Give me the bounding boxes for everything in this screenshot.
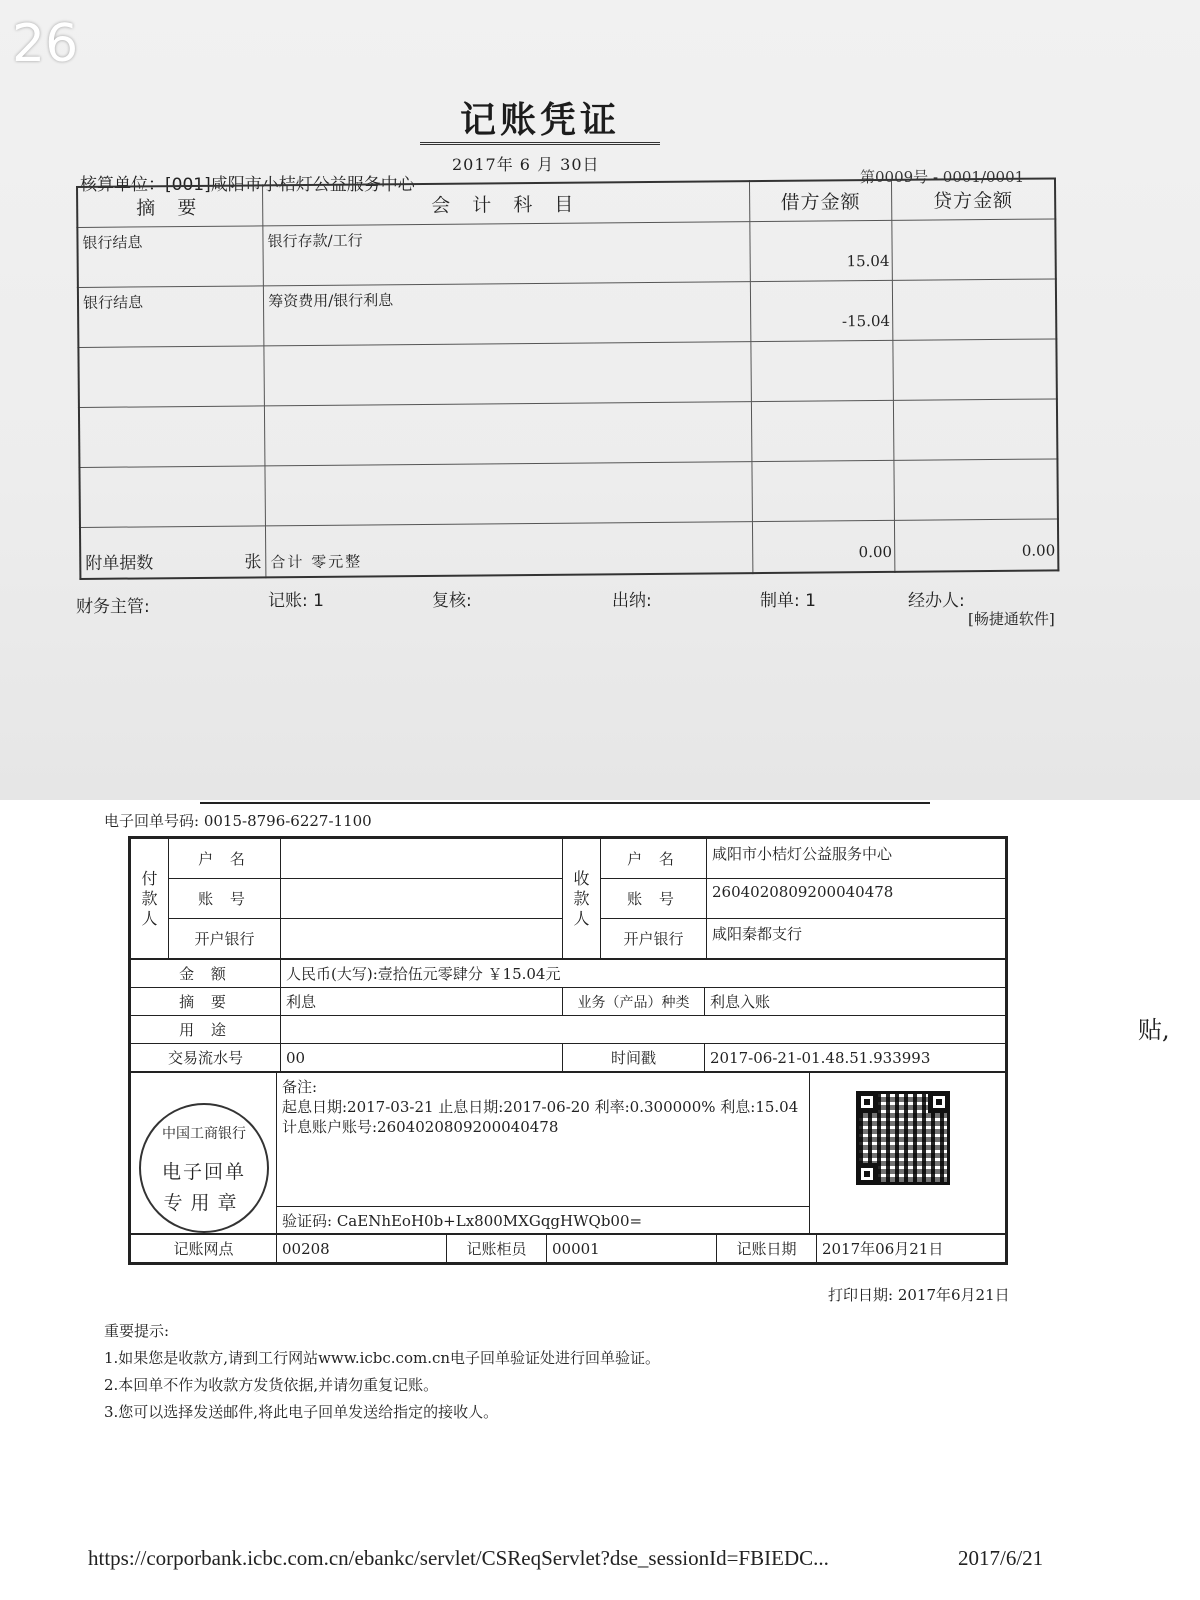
software-label: [畅捷通软件] [968, 610, 1055, 628]
serial-label: 交易流水号 [131, 1044, 281, 1072]
seal-top-text: 中国工商银行 [162, 1126, 246, 1142]
teller-value: 00001 [547, 1235, 717, 1263]
print-footer-date: 2017/6/21 [958, 1546, 1044, 1570]
payee-name: 咸阳市小桔灯公益服务中心 [707, 839, 1006, 879]
header-debit: 借方金额 [749, 180, 891, 221]
business-type-label: 业务（产品）种类 [563, 988, 705, 1016]
accounting-unit: 核算单位：[001]咸阳市小桔灯公益服务中心 [80, 175, 415, 195]
teller-label: 记账柜员 [447, 1235, 547, 1263]
row-summary [79, 405, 265, 467]
purpose-label: 用 途 [131, 1016, 281, 1044]
book-date-label: 记账日期 [717, 1235, 817, 1263]
sign-bookkeeper: 记账: 1 [268, 591, 324, 611]
attachments-label: 附单据数 [85, 553, 154, 574]
memo-section [130, 1072, 1006, 1234]
payee-bank-label: 开户银行 [601, 919, 707, 959]
row-subject [265, 401, 752, 465]
detail-table [130, 959, 1006, 1072]
seal-line1: 电子回单 [161, 1161, 246, 1183]
side-fragment-text: 贴, [1138, 1016, 1170, 1044]
row-debit: 15.04 [750, 220, 892, 281]
receipt-number: 电子回单号码: 0015-8796-6227-1100 [104, 812, 372, 830]
booking-table [130, 1234, 1006, 1263]
title-underline [420, 142, 660, 145]
verify-rule [277, 1206, 809, 1207]
row-summary [79, 465, 265, 527]
payer-bank-label: 开户银行 [169, 919, 281, 959]
sign-reviewer: 复核: [432, 591, 472, 611]
top-rule [200, 802, 930, 804]
note-item: 1.如果您是收款方,请到工行网站www.icbc.com.cn电子回单验证处进行回单验证。 [104, 1349, 661, 1367]
sign-supervisor: 财务主管: [76, 597, 150, 617]
branch-value: 00208 [277, 1235, 447, 1263]
row-debit [751, 400, 893, 461]
page-number: 26 [12, 14, 79, 74]
print-date: 打印日期: 2017年6月21日 [828, 1286, 1010, 1304]
voucher-row [78, 278, 1056, 347]
row-debit [752, 460, 894, 521]
payee-account-label: 账 号 [601, 879, 707, 919]
header-summary: 摘 要 [77, 185, 263, 227]
row-summary: 银行结息 [77, 225, 263, 287]
payer-bank [281, 919, 563, 959]
row-summary: 银行结息 [78, 285, 264, 347]
summary-value: 利息 [281, 988, 563, 1016]
payee-bank: 咸阳秦都支行 [707, 919, 1006, 959]
memo-text [277, 1073, 809, 1233]
page-url: https://corporbank.icbc.com.cn/ebankc/servlet/CSReqServlet?dse_sessionId=FBIEDC... [88, 1546, 829, 1570]
voucher-title: 记账凭证 [460, 100, 621, 141]
seal-line2: 专用章 [163, 1192, 245, 1214]
important-notes [104, 1318, 660, 1426]
header-credit: 贷方金额 [891, 178, 1055, 219]
voucher-row [77, 218, 1055, 287]
notes-title: 重要提示: [104, 1322, 170, 1340]
voucher-table [76, 177, 1059, 580]
party-table [130, 838, 1006, 959]
row-subject: 银行存款/工行 [263, 221, 750, 285]
total-label: 合计 零元整 [266, 521, 753, 577]
purpose-value [281, 1016, 1006, 1044]
note-item: 2.本回单不作为收款方发货依据,并请勿重复记账。 [104, 1376, 439, 1394]
row-credit [893, 398, 1057, 459]
timestamp-label: 时间戳 [563, 1044, 705, 1072]
row-subject: 筹资费用/银行利息 [264, 281, 751, 345]
voucher-row [79, 458, 1057, 527]
sign-handler: 经办人: [908, 591, 965, 611]
row-credit [892, 278, 1056, 339]
row-credit [893, 338, 1057, 399]
note-item: 3.您可以选择发送邮件,将此电子回单发送给指定的接收人。 [104, 1403, 499, 1421]
qr-code-icon [856, 1091, 950, 1185]
sign-preparer: 制单: 1 [760, 591, 816, 611]
seal-cell [131, 1073, 277, 1233]
voucher-row [79, 398, 1057, 467]
payer-side-label: 付款人 [131, 839, 169, 959]
header-subject: 会 计 科 目 [263, 181, 750, 225]
payer-account-label: 账 号 [169, 879, 281, 919]
credit-total: 0.00 [894, 518, 1058, 571]
bank-seal [139, 1103, 269, 1233]
voucher-date: 2017年 6 月 30日 [452, 155, 600, 174]
row-subject [264, 341, 751, 405]
memo-label: 备注: [282, 1078, 318, 1096]
row-debit: -15.04 [750, 280, 892, 341]
business-type-value: 利息入账 [705, 988, 1006, 1016]
branch-label: 记账网点 [131, 1235, 277, 1263]
voucher-number: 第0009号 - 0001/0001 [860, 168, 1025, 186]
payer-name [281, 839, 563, 879]
payee-account: 2604020809200040478 [707, 879, 1006, 919]
serial-value: 00 [281, 1044, 563, 1072]
attachments-cell [80, 525, 266, 579]
receipt-box [128, 836, 1008, 1265]
voucher-footer-row [80, 518, 1058, 579]
row-subject [265, 461, 752, 525]
attachments-unit: 张 [244, 552, 262, 573]
summary-label: 摘 要 [131, 988, 281, 1016]
row-credit [894, 458, 1058, 519]
row-summary [78, 345, 264, 407]
timestamp-value: 2017-06-21-01.48.51.933993 [705, 1044, 1006, 1072]
voucher-row [78, 338, 1056, 407]
row-debit [751, 340, 893, 401]
payee-name-label: 户 名 [601, 839, 707, 879]
qr-cell [809, 1073, 1005, 1233]
verify-code: 验证码: CaENhEoH0b+Lx800MXGqgHWQb00= [282, 1212, 643, 1230]
payer-name-label: 户 名 [169, 839, 281, 879]
payee-side-label: 收款人 [563, 839, 601, 959]
debit-total: 0.00 [752, 520, 894, 573]
payer-account [281, 879, 563, 919]
amount-value: 人民币(大写):壹拾伍元零肆分 ￥15.04元 [281, 960, 1006, 988]
memo-body: 起息日期:2017-03-21 止息日期:2017-06-20 利率:0.300000% 利息:15.04 计息账户账号:2604020809200040478 [282, 1098, 799, 1136]
book-date-value: 2017年06月21日 [817, 1235, 1006, 1263]
row-credit [892, 218, 1056, 279]
sign-cashier: 出纳: [612, 591, 652, 611]
amount-label: 金 额 [131, 960, 281, 988]
